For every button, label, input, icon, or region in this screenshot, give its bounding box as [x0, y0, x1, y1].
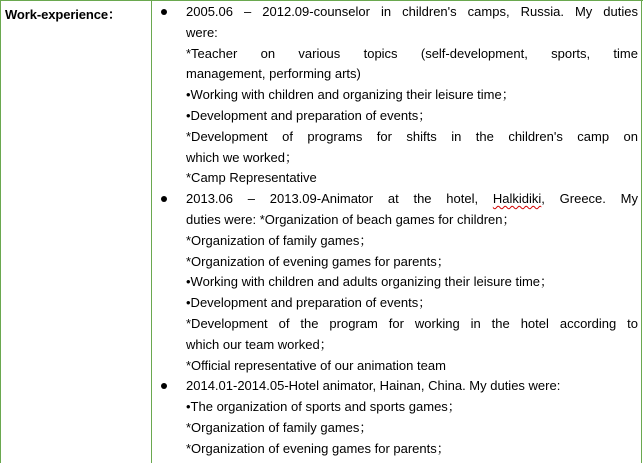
entry-line: *Development of the program for working in the hotel according to	[186, 315, 638, 331]
entry-line: which we worked；	[186, 149, 298, 165]
experience-entry	[152, 2, 638, 189]
experience-entry	[152, 189, 638, 376]
entry-line: *Organization of family games；	[186, 232, 373, 248]
entry-line: *Development of programs for shifts in the children's camp on	[186, 128, 638, 144]
entry-line: •Working with children and adults organizing their leisure time；	[186, 274, 554, 290]
entry-line: •The organization of sports and sports games；	[186, 399, 461, 415]
table-border-top	[0, 0, 643, 1]
table-border-left	[0, 0, 1, 463]
entry-line: •Development and preparation of events；	[186, 295, 432, 311]
entry-line: *Official representative of our animation team	[186, 357, 446, 373]
spellcheck-underline: Halkidiki	[492, 191, 542, 207]
entry-line: *Teacher on various topics (self-development, sports, time	[186, 45, 638, 61]
bullet-icon	[161, 196, 167, 202]
entry-line: duties were: *Organization of beach games for children；	[186, 211, 516, 227]
entry-line: 2014.01-2014.05-Hotel animator, Hainan, China. My duties were:	[186, 378, 561, 394]
entry-line: were:	[186, 24, 218, 40]
section-label: Work-experience：	[5, 7, 121, 22]
entry-line: management, performing arts)	[186, 66, 361, 82]
entry-line: •Working with children and organizing their leisure time；	[186, 87, 515, 103]
entry-line: *Organization of evening games for parents；	[186, 440, 450, 456]
table-border-right	[641, 0, 642, 463]
entry-line: •Development and preparation of events；	[186, 107, 432, 123]
experience-entry	[152, 376, 638, 459]
bullet-icon	[161, 383, 167, 389]
bullet-icon	[161, 9, 167, 15]
entry-line: *Camp Representative	[186, 170, 317, 186]
entry-line: which our team worked；	[186, 336, 333, 352]
entry-line: 2005.06 – 2012.09-counselor in children's camps, Russia. My duties	[186, 4, 638, 19]
entry-line: *Organization of evening games for parents；	[186, 253, 450, 269]
entry-line: *Organization of family games；	[186, 419, 373, 435]
experience-list	[152, 2, 638, 460]
entry-line: 2013.06 – 2013.09-Animator at the hotel, Halkidiki, Greece. My	[186, 191, 638, 207]
